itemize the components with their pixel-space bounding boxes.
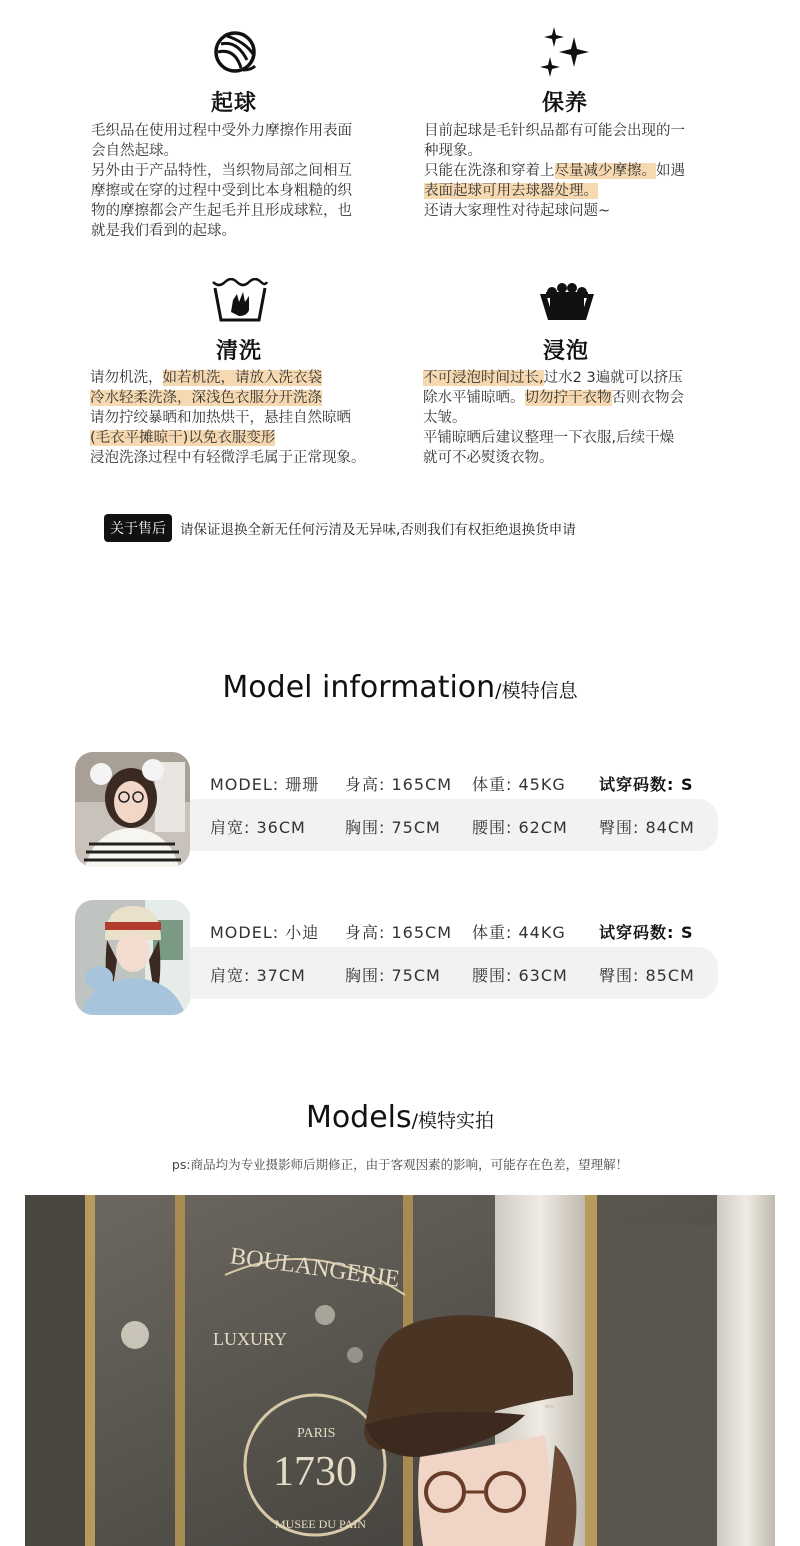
text-line: 就是我们看到的起球。 [91, 223, 236, 239]
model-card-1 [75, 752, 720, 867]
yarn-ball-icon [213, 30, 257, 78]
model-info-heading [0, 670, 800, 705]
sparkle-icon [540, 25, 592, 81]
model-chest: 胸围: 75CM [345, 966, 441, 985]
model-photo [25, 1195, 775, 1546]
model-waist: 腰围: 63CM [472, 966, 568, 985]
text-line: 毛织品在使用过程中受外力摩擦作用表面 [91, 123, 352, 139]
text-line: 会自然起球。 [91, 143, 178, 159]
after-sales-tag: 关于售后 [104, 514, 172, 542]
model-height: 身高: 165CM [345, 775, 452, 794]
signage-musee: MUSEE DU PAIN [275, 1517, 366, 1531]
text-line: 不可浸泡时间过长,过水2 3遍就可以挤压 [423, 370, 683, 386]
model-info-title-zh: /模特信息 [495, 680, 578, 702]
text-line: 请勿拧绞暴晒和加热烘干，悬挂自然晾晒 [90, 410, 351, 426]
pilling-text [91, 121, 391, 241]
models-heading [0, 1100, 800, 1135]
hand-wash-icon [211, 278, 269, 328]
model-shoulder: 肩宽: 36CM [210, 818, 306, 837]
washing-title: 清洗 [216, 339, 263, 364]
text-line: 另外由于产品特性，当织物局部之间相互 [91, 163, 352, 179]
text-line: 除水平铺晾晒。切勿拧干衣物否则衣物会 [423, 390, 684, 406]
maintenance-title: 保养 [542, 91, 589, 116]
text-line: 目前起球是毛针织品都有可能会出现的一 [424, 123, 685, 139]
signage-paris: PARIS [297, 1426, 336, 1441]
model-card-2 [75, 900, 720, 1015]
models-title-zh: /模特实拍 [411, 1110, 495, 1132]
text-line: 只能在洗涤和穿着上尽量减少摩擦。如遇 [424, 163, 685, 179]
text-line: 种现象。 [424, 143, 482, 159]
models-title-en: Models [305, 1100, 412, 1135]
model-hip: 臀围: 84CM [599, 818, 695, 837]
model-name: MODEL: 小迪 [210, 923, 320, 942]
model-weight: 体重: 45KG [472, 775, 566, 794]
model-weight: 体重: 44KG [472, 923, 566, 942]
soaking-text [423, 368, 723, 468]
soaking-title: 浸泡 [543, 339, 590, 364]
pilling-title: 起球 [211, 91, 258, 116]
model-shoulder: 肩宽: 37CM [210, 966, 306, 985]
model-chest: 胸围: 75CM [345, 818, 441, 837]
text-line: 冷水轻柔洗涤，深浅色衣服分开洗涤 [90, 390, 322, 406]
text-line: 还请大家理性对待起球问题~ [424, 203, 611, 219]
text-line: (毛衣平摊晾干)以免衣服变形 [90, 430, 276, 446]
signage-luxury: LUXURY [213, 1329, 288, 1349]
maintenance-text [424, 121, 724, 221]
text-line: 浸泡洗涤过程中有轻微浮毛属于正常现象。 [90, 450, 366, 466]
text-line: 太皱。 [423, 410, 467, 426]
signage-boulangerie: BOULANGERIE [228, 1243, 402, 1293]
text-line: 摩擦或在穿的过程中受到比本身粗糙的织 [91, 183, 352, 199]
model-avatar-1 [75, 752, 190, 867]
model-trial-size: 试穿码数: S [599, 775, 694, 794]
text-line: 请勿机洗，如若机洗，请放入洗衣袋 [90, 370, 322, 386]
washing-text [90, 368, 400, 468]
model-hip: 臀围: 85CM [599, 966, 695, 985]
soak-basin-icon [538, 282, 596, 326]
text-line: 表面起球可用去球器处理。 [424, 183, 598, 199]
model-height: 身高: 165CM [345, 923, 452, 942]
model-info-title-en: Model information [222, 670, 496, 705]
after-sales-notice [104, 514, 576, 542]
model-name: MODEL: 珊珊 [210, 775, 320, 794]
after-sales-note: 请保证退换全新无任何污清及无异味,否则我们有权拒绝退换货申请 [180, 522, 576, 538]
color-disclaimer: ps:商品均为专业摄影师后期修正，由于客观因素的影响，可能存在色差，望理解！ [171, 1157, 629, 1172]
text-line: 平铺晾晒后建议整理一下衣服,后续干燥 [423, 430, 675, 446]
text-line: 就可不必熨烫衣物。 [423, 450, 554, 466]
model-waist: 腰围: 62CM [472, 818, 568, 837]
model-trial-size: 试穿码数: S [599, 923, 694, 942]
text-line: 物的摩擦都会产生起毛并且形成球粒，也 [91, 203, 352, 219]
model-avatar-2 [75, 900, 190, 1015]
signage-1730: 1730 [273, 1449, 357, 1495]
